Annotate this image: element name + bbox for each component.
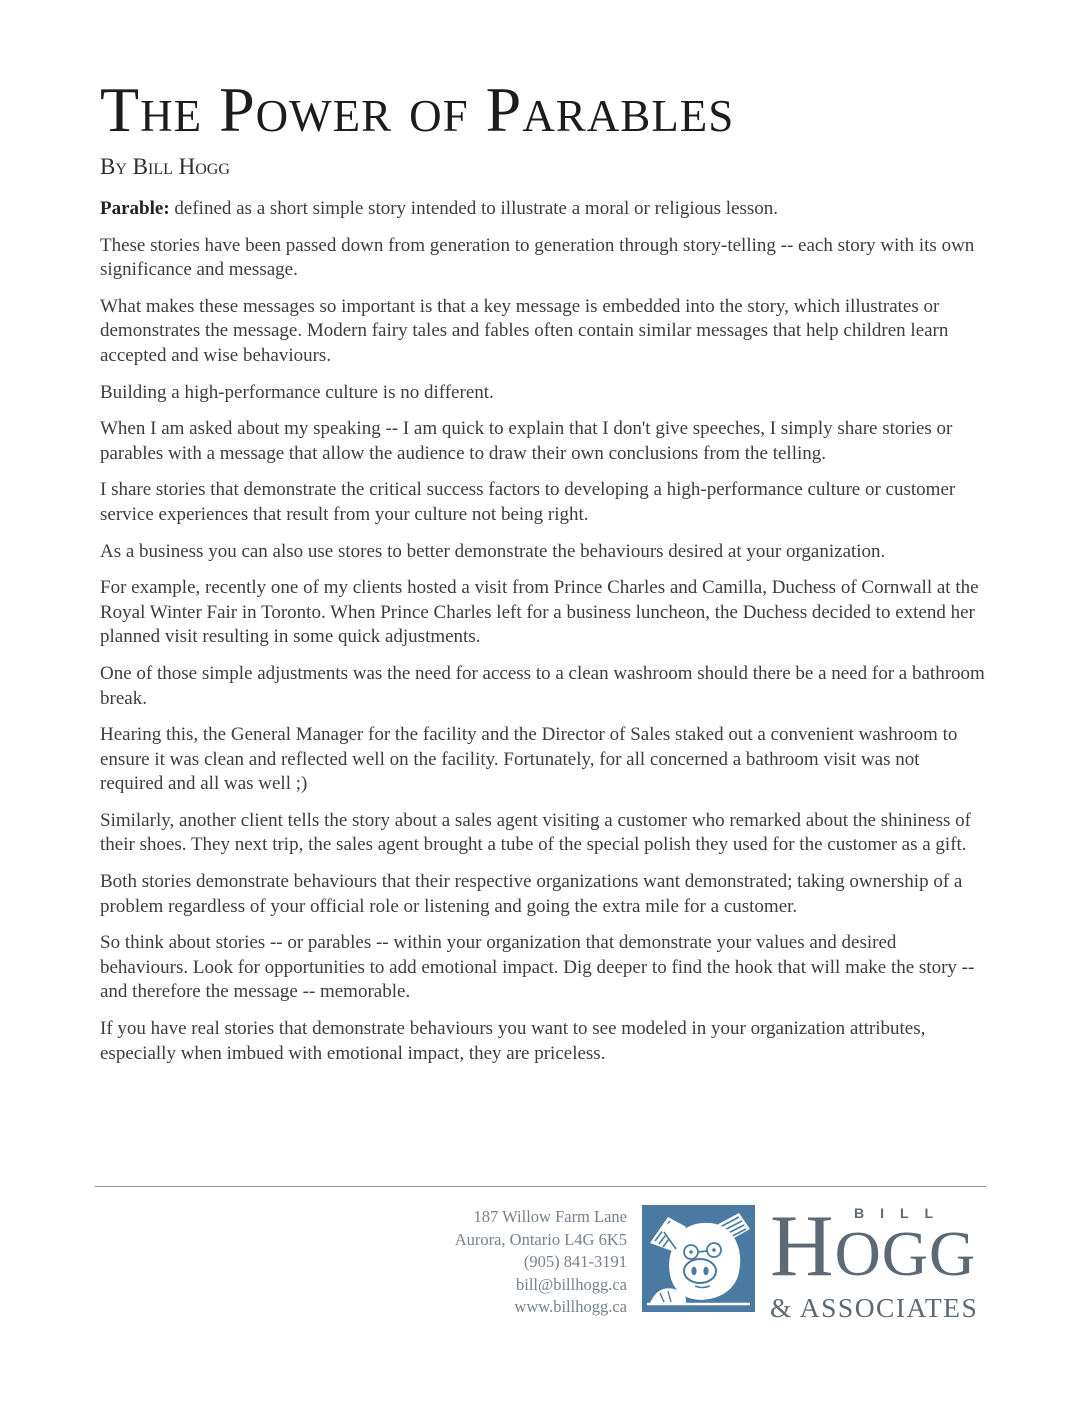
paragraph: These stories have been passed down from generation to generation through story-telling -- each story with its own significance and message.: [100, 234, 975, 281]
wordmark-associates: & ASSOCIATES: [770, 1292, 979, 1323]
page-title: The Power of Parables: [100, 74, 735, 145]
byline: By Bill Hogg: [100, 154, 230, 179]
paragraph: Building a high-performance culture is no different.: [100, 381, 494, 403]
address-line: 187 Willow Farm Lane: [473, 1207, 627, 1226]
paragraph: I share stories that demonstrate the critical success factors to developing a high-performance culture or customer service experiences that result from your culture not being right.: [100, 479, 956, 525]
website-url: www.billhogg.ca: [514, 1297, 627, 1316]
letterhead-footer: [95, 1186, 986, 1324]
pig-reading-icon: [642, 1205, 755, 1312]
email-address: bill@billhogg.ca: [516, 1274, 627, 1294]
article-text: [100, 197, 986, 1066]
paragraph: So think about stories -- or parables -- within your organization that demonstrate your values and desired behaviours. Look for opportunities to add emotional impact. Dig deeper to find the hook that will make the story -- and therefore the message -- memorable.: [100, 932, 975, 1003]
wordmark-surname: HOGG: [770, 1198, 977, 1295]
paragraph: Similarly, another client tells the story about a sales agent visiting a customer who remarked about the shininess of their shoes. They next trip, the sales agent brought a tube of the special polish they used for the customer as a gift.: [100, 809, 971, 856]
article-body: [100, 0, 986, 1078]
contact-block: [455, 1203, 627, 1319]
lead-definition: defined as a short simple story intended to illustrate a moral or religious lesson.: [169, 198, 779, 219]
paragraph: Hearing this, the General Manager for the facility and the Director of Sales staked out a convenient washroom to ensure it was clean and reflected well on the facility. Fortunately, for all concerned a bathroom visit was not required and all was well ;): [100, 724, 958, 795]
paragraph: For example, recently one of my clients hosted a visit from Prince Charles and Camilla, Duchess of Cornwall at the Royal Winter Fair in Toronto. When Prince Charles left for a business luncheon, the Duchess decided to extend her planned visit resulting in some quick adjustments.: [100, 577, 979, 648]
wordmark-first-name: BILL: [854, 1205, 950, 1221]
paragraph: As a business you can also use stores to better demonstrate the behaviours desired at your organization.: [100, 540, 886, 562]
paragraph: Both stories demonstrate behaviours that their respective organizations want demonstrated; taking ownership of a problem regardless of your official role or listening and going the extra mile for a customer.: [100, 871, 963, 917]
paragraph: What makes these messages so important is that a key message is embedded into the story, which illustrates or demonstrates the message. Modern fairy tales and fables often contain similar messages that help children learn accepted and wise behaviours.: [100, 295, 949, 366]
paragraph: One of those simple adjustments was the need for access to a clean washroom should there be a need for a bathroom break.: [100, 662, 985, 709]
paragraph: When I am asked about my speaking -- I am quick to explain that I don't give speeches, I simply share stories or parables with a message that allow the audience to draw their own conclusions from the telling.: [100, 418, 953, 464]
footer-divider: [95, 1186, 986, 1187]
lead-term: Parable:: [100, 198, 170, 219]
paragraph: If you have real stories that demonstrate behaviours you want to see modeled in your organization attributes, especially when imbued with emotional impact, they are priceless.: [100, 1018, 926, 1064]
company-wordmark: [770, 1198, 986, 1324]
phone-number: (905) 841-3191: [523, 1252, 627, 1271]
address-line: Aurora, Ontario L4G 6K5: [454, 1229, 627, 1249]
lead-paragraph: [100, 197, 986, 222]
